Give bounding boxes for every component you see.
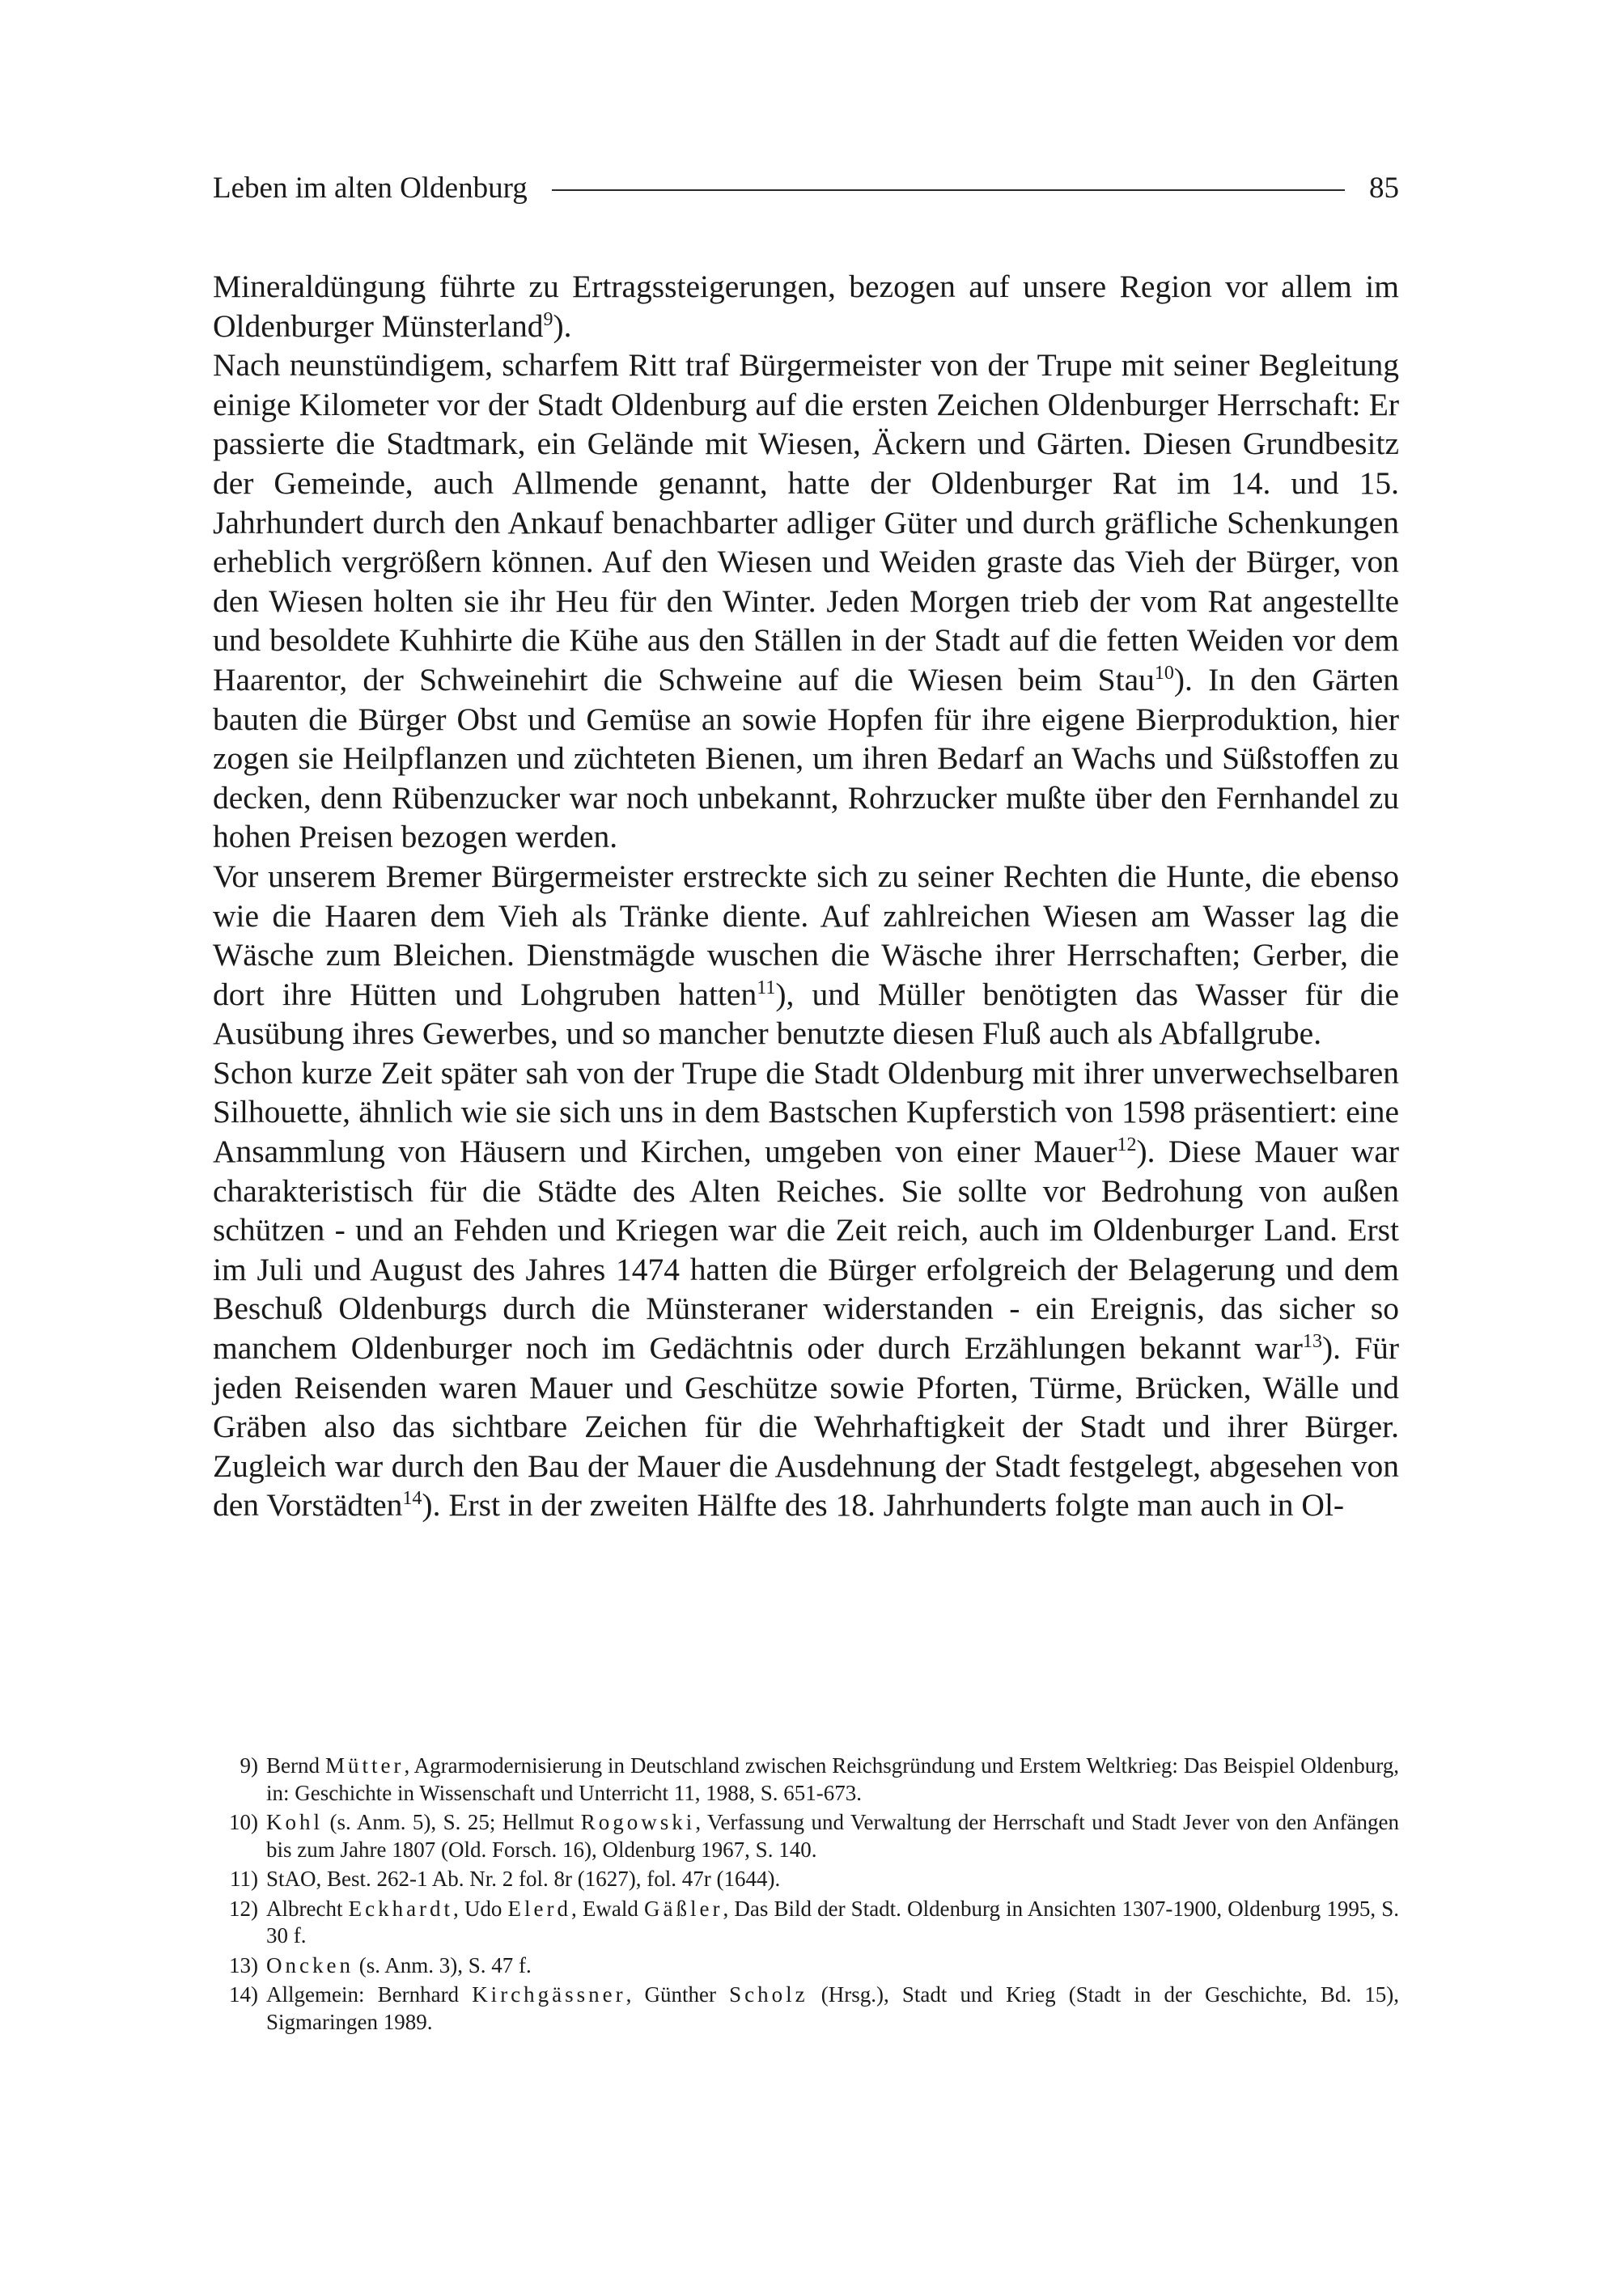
text-run: ). In den Gärten bauten die Bürger Obst und Gemüse an sowie Hopfen für ihre eigene Bierproduktion, hier zogen sie Heilpflanzen und züchteten Bienen, um ihren Bedarf an Wachs und Süßstoffen zu decken, denn Rübenzucker war noch unbekannt, Rohrzucker mußte über den Fernhandel zu hohen Preisen bezogen werden. [213, 661, 1399, 855]
footnote-number: 10) [229, 1810, 258, 1834]
footnote-9 [213, 1753, 1399, 1807]
running-header [213, 168, 1399, 207]
footnote-text [266, 1981, 1399, 2036]
footnotes [213, 1753, 1399, 2038]
text-run: , Ewald [571, 1896, 644, 1921]
author-name: Kirchgässner [472, 1982, 626, 2007]
footnote-ref-14: 14 [402, 1488, 422, 1510]
footnote-ref-12: 12 [1117, 1134, 1137, 1156]
text-run: ). Erst in der zweiten Hälfte des 18. Jahrhunderts folgte man auch in Ol- [422, 1487, 1345, 1524]
paragraph [213, 345, 1399, 857]
text-run: Vor unserem Bremer Bürgermeister erstreckte sich zu seiner Rechten die Hunte, die ebenso wie die Haaren dem Vieh als Tränke diente. Auf zahlreichen Wiesen am Wasser lag die Wäsche zum Bleichen. Dienstmägde wuschen die Wäsche ihrer Herrschaften; Gerber, die dort ihre Hütten und Lohgruben hatten [213, 858, 1399, 1012]
author-name: Gäßler [644, 1896, 723, 1921]
footnote-10 [213, 1809, 1399, 1863]
text-run: (s. Anm. 3), S. 47 f. [353, 1952, 532, 1977]
text-run: , Udo [453, 1896, 508, 1921]
footnote-12 [213, 1896, 1399, 1950]
footnote-text [266, 1896, 1399, 1950]
footnote-number: 12) [229, 1896, 258, 1921]
footnote-ref-10: 10 [1154, 662, 1174, 684]
text-run: , Das Bild der Stadt. Oldenburg in Ansichten 1307-1900, Oldenburg 1995, S. 30 f. [266, 1896, 1400, 1948]
text-run: ). Diese Mauer war charakteristisch für die Städte des Alten Reiches. Sie sollte vor Bedrohung von außen schützen - und an Fehden und Kriegen war die Zeit reich, auch im Oldenburger Land. Erst im Juli und August des Jahres 1474 hatten die Bürger erfolgreich der Belagerung und dem Beschuß Oldenburgs durch die Münsteraner widerstanden - ein Ereignis, das sicher so manchem Oldenburger noch im Gedächtnis oder durch Erzählungen bekannt war [213, 1134, 1400, 1367]
text-run: Schon kurze Zeit später sah von der Trupe die Stadt Oldenburg mit ihrer unverwechselbaren Silhouette, ähnlich wie sie sich uns in dem Bastschen Kupferstich von 1598 präsentiert: eine Ansammlung von Häusern und Kirchen, umgeben von einer Mauer [213, 1054, 1399, 1170]
paragraph [213, 1053, 1399, 1525]
text-run: (s. Anm. 5), S. 25; Hellmut [323, 1810, 581, 1834]
footnote-number: 13) [229, 1952, 258, 1977]
author-name: Oncken [266, 1952, 354, 1977]
page-number: 85 [1369, 171, 1399, 205]
paragraph [213, 267, 1399, 345]
main-text [213, 267, 1399, 1525]
footnote-number: 11) [230, 1867, 258, 1891]
footnote-number: 14) [229, 1982, 258, 2007]
running-title: Leben im alten Oldenburg [213, 171, 528, 205]
footnote-14 [213, 1981, 1399, 2036]
footnote-text [266, 1866, 1399, 1893]
text-run: Albrecht [266, 1896, 349, 1921]
text-run: ), und Müller benötigten das Wasser für die Ausübung ihres Gewerbes, und so mancher benutzte diesen Fluß auch als Abfallgrube. [213, 976, 1400, 1052]
footnote-text [266, 1753, 1399, 1807]
author-name: Scholz [729, 1982, 808, 2007]
text-run: , Günther [625, 1982, 730, 2007]
text-run: Mineraldüngung führte zu Ertragssteigerungen, bezogen auf unsere Region vor allem im Oldenburger Münsterland [213, 269, 1399, 344]
text-run: Allgemein: Bernhard [266, 1982, 473, 2007]
footnote-ref-9: 9 [543, 308, 553, 330]
text-run: , Verfassung und Verwaltung der Herrschaft und Stadt Jever von den Anfängen bis zum Jahre 1807 (Old. Forsch. 16), Oldenburg 1967, S. 140. [266, 1810, 1399, 1862]
author-name: Mütter [324, 1753, 405, 1778]
header-rule [552, 189, 1345, 191]
text-run: ). [553, 307, 572, 344]
text-run: StAO, Best. 262-1 Ab. Nr. 2 fol. 8r (1627), fol. 47r (1644). [266, 1867, 781, 1891]
text-run: ). Für jeden Reisenden waren Mauer und Geschütze sowie Pforten, Türme, Brücken, Wälle und Gräben also das sichtbare Zeichen für die Wehrhaftigkeit der Stadt und ihrer Bürger. Zugleich war durch den Bau der Mauer die Ausdehnung der Stadt festgelegt, abgesehen von den Vorstädten [213, 1330, 1399, 1524]
footnote-text [266, 1809, 1399, 1863]
text-run: (Hrsg.), Stadt und Krieg (Stadt in der Geschichte, Bd. 15), Sigmaringen 1989. [266, 1982, 1399, 2034]
text-run: , Agrarmodernisierung in Deutschland zwischen Reichsgründung und Erstem Weltkrieg: Das Beispiel Oldenburg, in: Geschichte in Wissenschaft und Unterricht 11, 1988, S. 651-673. [266, 1753, 1399, 1805]
footnote-text [266, 1952, 1399, 1980]
footnote-ref-13: 13 [1302, 1331, 1322, 1353]
footnote-ref-11: 11 [757, 977, 776, 998]
text-run: Bernd [266, 1753, 325, 1778]
text-run: Nach neunstündigem, scharfem Ritt traf Bürgermeister von der Trupe mit seiner Begleitung einige Kilometer vor der Stadt Oldenburg auf die ersten Zeichen Oldenburger Herrschaft: Er passierte die Stadtmark, ein Gelände mit Wiesen, Äckern und Gärten. Diesen Grundbesitz der Gemeinde, auch Allmende genannt, hatte der Oldenburger Rat im 14. und 15. Jahrhundert durch den Ankauf benachbarter adliger Güter und durch gräfliche Schenkungen erheblich vergrößern können. Auf den Wiesen und Weiden graste das Vieh der Bürger, von den Wiesen holten sie ihr Heu für den Winter. Jeden Morgen trieb der vom Rat angestellte und besoldete Kuhhirte die Kühe aus den Ställen in der Stadt auf die fetten Weiden vor dem Haarentor, der Schweinehirt die Schweine auf die Wiesen beim Stau [213, 347, 1399, 697]
author-name: Elerd [507, 1896, 572, 1921]
paragraph [213, 857, 1399, 1053]
author-name: Eckhardt [348, 1896, 454, 1921]
author-name: Kohl [266, 1810, 323, 1834]
footnote-13 [213, 1952, 1399, 1980]
footnote-number: 9) [240, 1753, 258, 1778]
footnote-11 [213, 1866, 1399, 1893]
author-name: Rogowski [580, 1810, 696, 1834]
